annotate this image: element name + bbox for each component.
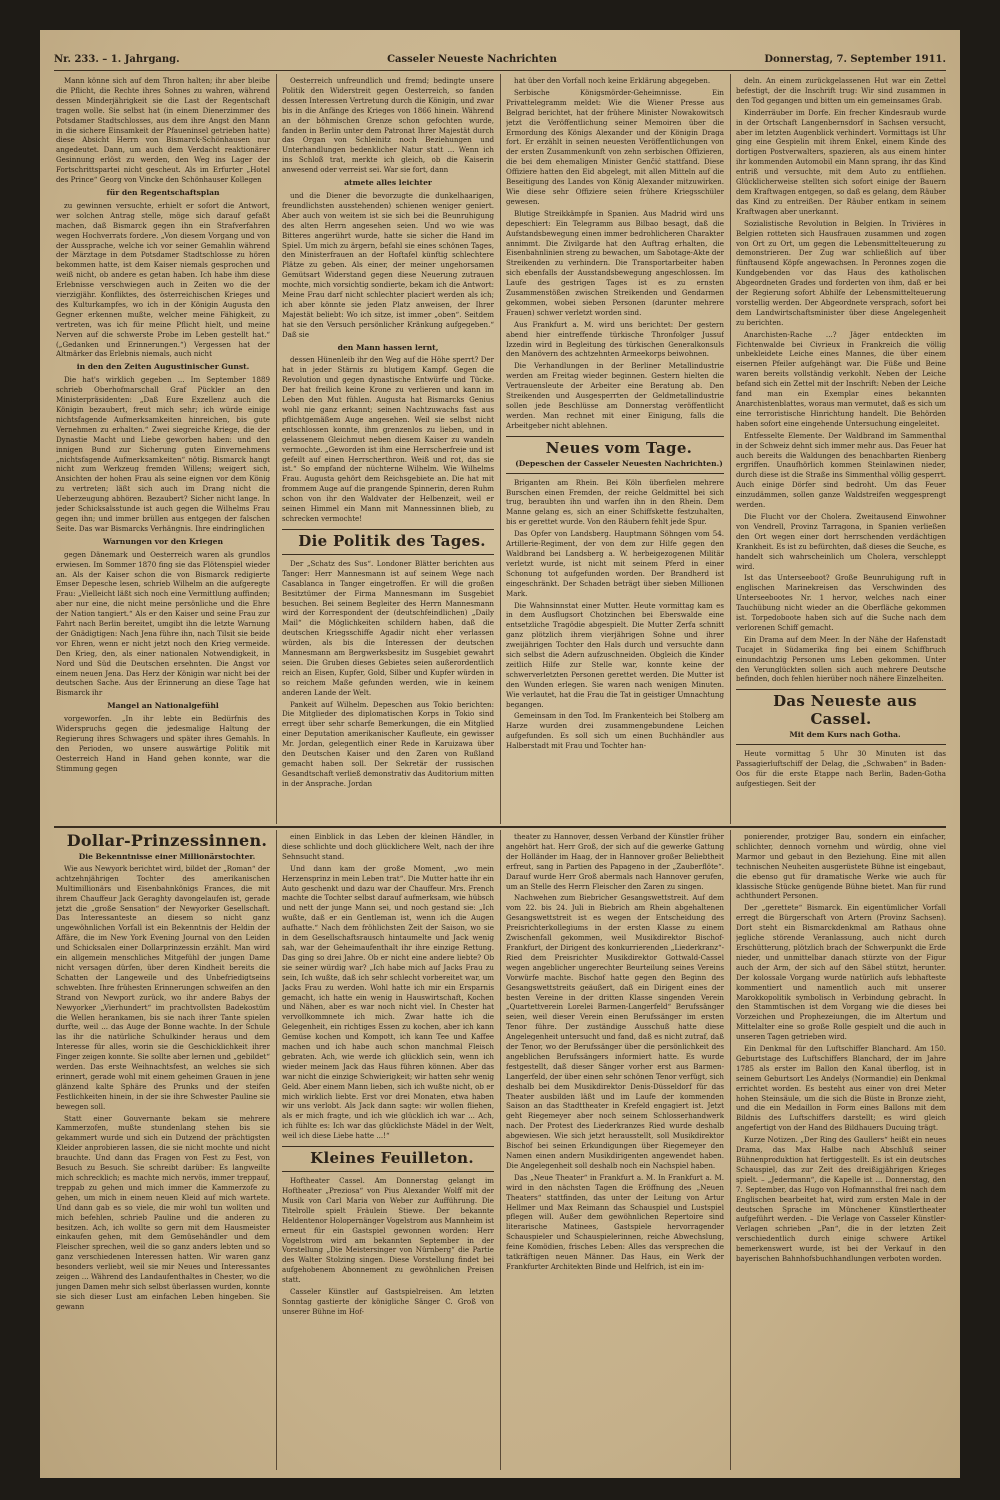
subheading: für den Regentschaftsplan (106, 187, 220, 197)
subheading: atmete alles leichter (344, 178, 432, 188)
section-title-neues: Neues vom Tage. (545, 438, 693, 457)
article-dollar-prinzessinnen (56, 832, 270, 1470)
paragraph: theater zu Hannover, dessen Verband der Künstler früher angehört hat. Herr Groß, der sich auf die gewerke Gattung der Holländer im Haag, der in Hannover großer Beliebtheit erfreut, sang in Partien des Papageno in der „Zauberflöte“. Darauf wurde Herr Groß abermals nach Hannover gerufen, um an Stelle des Herrn Fleischer den Zaren zu singen. (506, 832, 724, 891)
paragraph: gegen Dänemark und Oesterreich waren als grundlos erwiesen. Im Sommer 1870 fing sie das Flötenspiel wieder an. Als der Kaiser schon die von Bismarck redigierte Emser Depesche lesen, schrieb Wilhelm an die aufgeregte Frau: „Vielleicht läßt sich noch eine Vermittlung auffinden; aber nur eine, die nicht meine persönliche und die Ehre der Nation tangiert.“ Als er den Kaiser und seine Frau zur Fahrt nach Berlin bereitet, umgibt ihn die letzte Warnung der Gnädigtigen: Nach Jena führe ihn, nach Tilsit sie beide vor Ehren, wenn er nicht jetzt noch den Krieg vermeide. Den Krieg, den, als einer nationalen Notwendigkeit, in Nord und Süd die Deutschen ersehnten. Die Angst vor einem neuen Jena. Das Herz der Königin war nicht bei der deutschen Sache. Aus der Erinnerung an diese Tage hat Bismarck ihr (56, 549, 270, 698)
feuilleton-header (282, 1146, 494, 1172)
paragraph: Gemeinsam in den Tod. Im Frankenteich bei Stolberg am Harze wurden drei zusammengebundene Leichen aufgefunden. Es soll sich um einen Buchhändler aus Halberstadt mit Frau und Tochter han- (506, 711, 724, 751)
column-rule (500, 74, 501, 824)
paragraph: hat über den Vorfall noch keine Erklärung abgegeben. (514, 76, 711, 85)
paragraph: und die Diener die bevorzugte die dunkelhaarigen, freundlichsten ausstehenden) schienen weniger geniert. Aber auch von weitem ist sie sich bei die Beunruhigung des alten Herrn angesehen seien. Und wo wie was Bitteres angerührt wurde, hatte sie sicher die Hand im Spiel. Um mich zu ärgern, befahl sie eines schönen Tages, den Ministerfrauen an der Hoftafel künftig schlechtere Plätze zu geben. Als einer, der meiner ungehorsamen Gemütsart Widerstand gegen diese Neuerung zutrauen mochte, mich vorsichtig sondierte, bekam ich die Antwort: Meine Frau darf nicht schlechter placiert werden als ich; ich aber könnte sie jeden Platz anweisen, der Ihrer Majestät beliebt: Wo ich sitze, ist immer „oben“. Seitdem hat sie den Versuch persönlicher Kränkung aufgegeben.“ Daß sie (282, 190, 494, 339)
paragraph: Die Wahnsinnstat einer Mutter. Heute vormittag kam es in dem Ausflugsort Chotzinchen bei Eberswalde eine entsetzliche Tragödie abgespielt. Die Mutter Zerfa schnitt ganz plötzlich ihrem vierjährigen Sohne und ihrer zweijährigen Tochter den Hals durch und versuchte dann sich selbst die Adern aufzuschneiden. Obgleich die Kinder zeitlich Hilfe zur Stelle war, konnte keine der schwerverletzten Personen gerettet werden. Die Mutter ist den Wunden erlegen. Sie waren nach wenigen Minuten. Wie verlautet, hat die Frau die Tat in geistiger Umnachtung begangen. (506, 600, 724, 709)
paragraph: Statt einer Gouvernante bekam sie mehrere Kammerzofen, mußte stundenlang stehen bis sie gekammert wurde und sich ein Dutzend der prächtigsten Kleider anprobieren lassen, die sie nicht mochte und nicht brauchte. Und dann das Fragen von Fest zu Fest, von Besuch zu Besuch. Sie schreibt darüber: Es langweilte mich schrecklich; es machte mich nervös, immer treppauf, treppab zu gehen und mich immer die Kammerzofe zu gehen, um mich in einem neuen Kleid auf mich wartete. Und dann gab es so viele, die mir wohl tun wollten und mich befehlen, schrieb Pauline und die anderen zu besitzen. Ach, ich wollte so gern mit dem Hausmeister einkaufen gehen, mit dem Gemüsehändler und dem Fleischer sprechen, weil die so ganz anders lebten und so ganz verschiedenen Interessen hatten. Wir waren ganz besonders verliebt, weil sie mir Neues und Interessantes zeigen ... Während des Landaufenthaltes in Chester, wo die jungen Damen mehr sich selbst überlassen wurden, konnte sie sich dieser Lust am einfachen Leben hingeben. Sie gewann (56, 1113, 270, 1311)
section-subtitle-neues: (Depeschen der Casseler Neuesten Nachrichten.) (515, 458, 723, 468)
section-title-cassel: Das Neueste aus Cassel. (773, 692, 917, 729)
paragraph: Pankeit auf Wilhelm. Depeschen aus Tokio berichten: Die Mitglieder des diplomatischen Korps in Tokio sind erregt über sehr scharfe Bemerkungen, die ein Mitglied einer Deputation amerikanischer Kaufleute, ein gewisser Mr. Jordan, gelegentlich einer Rede in Karuizawa über den Deutschen Kaiser und den Zaren von Rußland gemacht haben soll. Der Sekretär der russischen Gesandtschaft verließ demonstrativ das Auditorium mitten in der Ansprache. Jordan (282, 699, 494, 788)
news-column-3 (506, 76, 724, 824)
paragraph: einen Einblick in das Leben der kleinen Händler, in diese schlichte und doch glücklichere Welt, nach der ihre Sehnsucht stand. (282, 832, 494, 861)
paragraph: Oesterreich unfreundlich und fremd; bedingte unsere Politik den Widerstreit gegen Oesterreich, so fanden dessen Interessen Vertretung durch die Königin, und zwar bis in die Anfänge des Krieges von 1866 hinein. Während an der böhmischen Grenze schon gefochten wurde, fanden in Berlin unter dem Patronat Ihrer Majestät durch das Organ von Schleinitz noch Beziehungen und Unterhandlungen bedenklicher Natur statt ... Wenn ich ins Schloß trat, merkte ich gleich, ob die Kaiserin anwesend oder verreist sei. War sie fort, dann (282, 76, 494, 175)
paragraph: deln. An einem zurückgelassenen Hut war ein Zettel befestigt, der die Inschrift trug: Wir sind zusammen in den Tod gegangen und bitten um ein gemeinsames Grab. (736, 76, 946, 105)
feuilleton-column-4 (736, 832, 946, 1470)
paragraph: Heute vormittag 5 Uhr 30 Minuten ist das Passagierluftschiff der Delag, die „Schwaben“ in Baden-Oos für die erste Etappe nach Berlin, Baden-Gotha aufgestiegen. Seit der (736, 749, 946, 788)
news-column-4 (736, 76, 946, 824)
section-subtitle-cassel: Mit dem Kurs nach Gotha. (789, 730, 901, 740)
section-divider (54, 826, 946, 828)
paragraph: Ist das Unterseeboot? Große Beunruhigung ruft in englischen Marinekreisen das Verschwinden des Unterseebootes Nr. 1 hervor, welches nach einer Tauchübung nicht wieder an die Oberfläche gekommen ist. Torpedoboote haben sich auf die Suche nach dem verlorenen Schiff gemacht. (736, 573, 946, 632)
issue-date: Donnerstag, 7. September 1911. (764, 53, 946, 65)
neues-header (506, 436, 724, 474)
subheading: Mangel an Nationalgefühl (107, 701, 219, 711)
paragraph: Und dann kam der große Moment, „wo mein Herzensprinz in mein Leben trat“. Die Mutter hatte ihr ein Auto geschenkt und dazu war der Chauffeur. Mrs. French machte die Tochter selbst darauf aufmerksam, wie hübsch und nett der junge Mann sei, und noch gestand sie: „Ich wußte, daß er ein Gentleman ist, wenn ich die Augen aufhatte.“ Nach dem fröhlichsten Zeit der Saison, wo sie in dem Gesellschaftsrausch hintaumelte und Jack wenig sah, war der Geheimaufenthalt ihr ihre einzige Rettung. Das ging so drei Jahre. Ob er nicht eine andere liebte? Ob sie seiner würdig war? „Ich habe mich auf Jacks Frau zu sein, Ich wußte, daß ich sehr schlecht vorbereitet war, um Jacks Frau zu werden. Wohl hatte ich mir ein Ersparnis gemacht, ich hatte ein wenig in Hauswirtschaft, Kochen und Nähen, aber es war noch nicht viel. In Chester hat vervollkommnete ich mich. Zwar hatte ich die Gelegenheit, ein richtiges Essen zu kochen, aber ich kann Gemüse kochen und Kompott, ich kann Tee und Kaffee machen und ich habe auch schon manchmal Fleisch gebraten. Ach, wie werde ich glücklich sein, wenn ich wieder meinem Jack das Haus führen können. Aber das war nicht die einzige Schwierigkeit; wir hatten sehr wenig Geld. Aber einem Mann lieben, sich ich wußte nicht, ob er mich wirklich liebte. Erst vor drei Monaten, etwa haben wir uns verlobt. Als Jack dann sagte: wir wollen fliehen, als er mich fragte, und ich wie glücklich ich war ... Ach, ich fühlte es: Ich war das glücklichste Mädel in der Welt, weil ich diese Liebe hatte ...!“ (282, 863, 494, 1141)
article-title-dollar: Dollar-Prinzessinnen. (66, 832, 268, 850)
politik-header (282, 529, 494, 555)
cassel-header (736, 689, 946, 745)
masthead (54, 48, 946, 71)
section-title-politik: Die Politik des Tages. (298, 531, 486, 550)
newspaper-name: Casseler Neueste Nachrichten (387, 53, 557, 65)
paragraph: Serbische Königsmörder-Geheimnisse. Ein Privattelegramm meldet: Wie die Wiener Presse aus Belgrad berichtet, hat der frühere Minister Nowakowitsch jetzt die Veröffentlichung seiner Memoiren über die Ermordung des Königs Alexander und der Königin Draga fort. Er erzählt in seinen neuesten Veröffentlichungen von der ersten Zusammenkunft von zehn serbischen Offizieren, die bei dem ehemaligen Minister Genčić stattfand. Diese Offiziere hatten den Eid abgelegt, mit allen Mitteln auf die Beseitigung des Landes von König Alexander mitzuwirken. Wie diese sehr Offiziere seien frühere Kriegsschüler gewesen. (506, 87, 724, 206)
paragraph: Hoftheater Cassel. Am Donnerstag gelangt im Hoftheater „Preziosa“ von Pius Alexander Wolff mit der Musik von Carl Maria von Weber zur Aufführung. Die Titelrolle spielt Fräulein Stiewe. Der bekannte Heldentenor Holopernänger Vogelstrom aus Mannheim ist erneut für ein Gastspiel gewonnen worden: Herr Vogelstrom wird am bekannten September in der Vorstellung „Die Meistersinger von Nürnberg“ die Partie des Walter Stolzing singen. Diese Vorstellung findet bei aufgehobenem Abonnement zu gewöhnlichen Preisen statt. (282, 1176, 494, 1285)
article-bismarck-augusta-col2 (282, 76, 494, 824)
paragraph: Wie aus Newyork berichtet wird, bildet der „Roman“ der achtzehnjährigen Tochter des amerikanischen Multimillionärs und Eisenbahnkönigs Frances, die mit ihrem Chauffeur Jack Geraghty davongelaufen ist, gerade jetzt die „große Sensation“ der Newyorker Gesellschaft. Das Interessanteste an diesem so nicht ganz ungewöhnlichen Vorfall ist ein Bekenntnis der Heldin der Affäre, die im New York Evening Journal von den Leiden und Schicksalen einer Dollarprinzessin erzählt. Man wird ein allgemein menschliches Mitgefühl der jungen Dame nicht versagen dürfen, über deren Kindheit bereits die Schatten der Langeweile und des Unbefriedigtseins schwebten. Ihre frühesten Erinnerungen schweifen an den Strand von Newport zurück, wo ihr andere Babys der Newyorker „Vierhundert“ im prachtvollsten Badekostüm die Wellen herankamen, bis sie nach ihrer Tante spielen durfte, weil ... das Auge der Bonne wachte. In der Schule las ihr die natürliche Schulkinder heraus und dem Interesse für alles, worin sie die Geschicklichkeit ihrer Finger zeigen konnte. Sie sollte aber lernen und „gebildet“ werden. Das erste Weihnachtsfest, an welches sie sich erinnert, gerade wohl mit einem geheimen Grauen in jene glänzend kalte Sphäre des Prunks und der steifen Festlichkeiten hinein, in der sie ihre Schwester Pauline sie bewegen soll. (56, 863, 270, 1111)
paragraph: Das „Neue Theater“ in Frankfurt a. M. In Frankfurt a. M. wird in den nächsten Tagen die Eröffnung des „Neuen Theaters“ stattfinden, das unter der Leitung von Artur Hellmer und Max Reimann das Schauspiel und Lustspiel pflegen will. Außer dem gewöhnlichen Repertoire sind literarische Matinees, Gastspiele hervorragender Schauspieler und Schauspielerinnen, reiche Abwechslung, feine Komödien, frisches Leben: Alles das versprechen die tatkräftigen neuen Männer. Das Haus, ein Werk der Frankfurter Architekten Binde und Helfrich, ist ein im- (506, 1172, 724, 1271)
article-subtitle-dollar: Die Bekenntnisse einer Millionärstochter. (78, 852, 256, 861)
column-rule (730, 830, 731, 1470)
column-rule (276, 74, 277, 824)
article-bismarck-augusta-col1 (56, 76, 270, 824)
paragraph: ponierender, protziger Bau, sondern ein einfacher, schlichter, dennoch vornehm und würdig, ohne viel Marmor und gebaut in den Beziehung. Eine mit allen technischen Neuheiten ausgerüstete Bühne ist eingebaut, die ebenso gut für dramatische Werke wie auch für klassische Stücke genügende Bühne bietet. Man für rund achthundert Personen. (736, 832, 946, 901)
paragraph: Der „Schatz des Sus“. Londoner Blätter berichten aus Tanger: Herr Mannesmann ist auf seinem Wege nach Casablanca in Tanger eingetroffen. Er will die großen Besitztümer der Firma Mannesmann im Susgebiet besuchen. Bei seinem Begleiter des Herrn Mannesmann wird der Korrespondent der (deutschfeindlichen) „Daily Mail“ die Möglichkeiten schildern haben, daß die deutschen Kriegsschiffe Agadir nicht eher verlassen würden, als bis die Interessen der deutschen Mannesmann am Bergwerksbesitz im Susgebiet gewahrt seien. Die Gruben dieses Gebietes seien außerordentlich reich an Eisen, Kupfer, Gold, Silber und Kupfer würden in so reichem Maße gefunden werden, wie in keinem anderen Lande der Welt. (282, 558, 494, 697)
column-rule (276, 830, 277, 1470)
paragraph: Die hat's wirklich gegeben ... Im September 1889 schrieb Oberhofmarschall Graf Pückler an den Ministerpräsidenten: „Daß Eure Exzellenz auch die Königin bezaubert, freut mich sehr; ich würde einige nichtsfagende Aufmerksamkeiten hinreichen, bis gute Vernehmen zu erhalten.“ Zwei siegreiche Kriege, die der Dynastie Macht und Liebe geworben haben: und den innigen Bund zur Sicherung guten Einvernehmens „nichtsfagende Aufmerksamkeiten“ nötig. Bismarck hangt nicht zum Werkzeug fremden Willens; weigert sich, Ansichten der hohen Frau als seine eignen vor dem König zu vertreten; läßt sich auch im Drang nicht die Ueberzeugung abhören. Bezaubert? Sicher nicht lange. In jeder Schicksalsstunde ist auch gegen die Wilhelms Frau gegen ihn; und immer brüllen aus entgegen der falschen Seite. Das war Bismarcks Verhängnis. Ihre eindringlichen (56, 375, 270, 533)
paragraph: Sozialistische Revolution in Belgien. In Trivières in Belgien rotteten sich Hausfrauen zusammen und zogen von Ort zu Ort, um gegen die Lebensmittelteuerung zu demonstrieren. Der Zug war schließlich auf über fünftausend Köpfe angewachsen. In Peronnes zogen die Kundgebenden vor das Haus des katholischen Abgeordneten Grades und forderten von ihm, daß er bei der Regierung sofort Abhilfe der Lebensmittelteuerung vorstellig werden. Der Abgeordnete versprach, sofort bei dem Landwirtschaftsminister über diese Angelegenheit zu berichten. (736, 218, 946, 327)
paragraph: Nachwehen zum Biebricher Gesangswettstreit. Auf dem vom 22. bis 24. Juli in Biebrich am Rhein abgehaltenen Gesangswettstreit ist es wegen der Entscheidung des Preisrichterkollegiums in der ersten Klasse zu einem Zwischenfall gekommen, weil Musikdirektor Bischof-Frankfurt, der Dirigent des konkurrierenden „Liederkranz“-Ried dem Preisrichter Musikdirektor Gottwald-Cassel wegen angeblicher ungerechter Beurteilung seines Vereins Vorwürfe machte. Bischof hatte gegen den Beginn des Gesangswettstreits geäußert, daß ein Dirigent eines der besten Vereine in der dritten Klasse singenden Verein „Quartettverein Lorelei Barmen-Langerfeld“ Berufssänger seien, weil dieser Verein einen Berufssänger im ersten Tenor führe. Der zuständige Ausschuß hatte diese Angelegenheit untersucht und fand, daß es nicht zutraf, daß der Tenor, wo der Berufssänger über die persönlichkeit des angeblichen Berufssängers informiert hatte. Es wurde festgestellt, daß dieser Sänger vorher erst aus Barmen-Langerfeld, der über einen sehr schönen Tenor verfügt, sich deshalb bei dem Musikdirektor Denis-Düsseldorf für das Theater ausbilden läßt und im Laufe der kommenden Saison an das Stadttheater in Krefeld engagiert ist. Jetzt geht Riegemeyer aber noch seinem Schlosserhandwerk nach. Der Protest des Liederkranzes Ried wurde deshalb abgewiesen. Wie sich jetzt herausstellt, soll Musikdirektor Bischof bei seinen Erkundigungen über Riegemeyer den Namen einen andern Musikdirigenten angewendet haben. Die Angelegenheit soll deshalb noch ein Nachspiel haben. (506, 893, 724, 1170)
column-rule (730, 74, 731, 824)
column-rule (500, 830, 501, 1470)
paragraph: Casseler Künstler auf Gastspielreisen. Am letzten Sonntag gastierte der königliche Sänger C. Groß von unserer Bühne im Hof- (282, 1287, 494, 1316)
subheading: Warnungen vor den Kriegen (102, 536, 224, 546)
paragraph: Anarchisten-Rache ...? Jäger entdeckten im Fichtenwalde bei Civrieux in Frankreich die völlig unbekleidete Leiche eines Mannes, die über einem eisernen Pfeiler aufgehängt war. Die Füße und Beine waren bereits vollständig verkohlt. Neben der Leiche befand sich ein Zettel mit der Inschrift: Neben der Leiche fand man ein Exemplar eines bekannten Anarchistenblattes, woraus man vermutet, daß es sich um eine terroristische Hinrichtung handelt. Die Behörden haben sofort eine eingehende Untersuchung eingeleitet. (736, 329, 946, 428)
paragraph: zu gewinnen versuchte, erhielt er sofort die Antwort, wer solchen Antrag stelle, möge sich darauf gefaßt machen, daß Bismarck gegen ihn ein Strafverfahren wegen Hochverrats fordere. „Von diesem Vorgang und von der Aussprache, welche ich vor seiner Gemahlin während der Märztage in dem Potsdamer Stadtschlosse zu hören bekommen hatte, ist dem Kaiser niemals gesprochen und weiß nicht, ob andere es getan haben. Ich habe ihm diese Erlebnisse verschwiegen auch in Zeiten wo die der vierzigjähr. Konfliktes, des österreichischen Krieges und des Kulturkampfes, wo ich in der Königin Augusta den Gegner erkennen mußte, welcher meine Fähigkeit, zu vertreten, was ich für meine Pflicht hielt, und meine Nerven auf die schwerste Probe im Leben gestellt hat.“ („Gedanken und Erinnerungen.“) Vergessen hat der Altmärker das Erlebnis niemals, auch nicht (56, 200, 270, 359)
feuilleton-column-3 (506, 832, 724, 1470)
paragraph: Briganten am Rhein. Bei Köln überfielen mehrere Burschen einen Fremden, der reiche Geldmittel bei sich trug, beraubten ihn und warfen ihn in den Rhein. Dem Manne gelang es, sich an einer Schiffskette festzuhalten, bis er gerettet wurde. Von den Räubern fehlt jede Spur. (506, 477, 724, 527)
paragraph: vorgeworfen. „In ihr lebte ein Bedürfnis des Widerspruchs gegen die jedesmalige Haltung der Regierung ihres Schwagers und später ihres Gemahls. In den Perioden, wo unsere auswärtige Politik mit Oesterreich Hand in Hand gehen konnte, war die Stimmung gegen (56, 714, 270, 773)
paragraph: Der „gerettete“ Bismarck. Ein eigentümlicher Vorfall erregt die Bürgerschaft von Artern (Provinz Sachsen). Dort steht ein Bismarckdenkmal am Rathaus ohne jegliche störende Veranlassung, auch nicht durch Erschütterung, plötzlich brach der Schwerpunkt die Erde nieder, und unmittelbar danach stürzte von der Figur auch der Arm, der sich auf den Säbel stützt, herunter. Der kolossale Vorgang wurde natürlich aufs lebhafteste kommentiert und namentlich auch mit unserer Marokkopolitik symbolisch in Verbindung gebracht. In den Stammtischen ist dem Vorgang wie die dieses bei Vorzeichen und Prophezeiungen, die im Altertum und Mittelalter eine so große Rolle gespielt und die auch in unseren Tagen getrieben wird. (736, 903, 946, 1042)
issue-number: Nr. 233. – 1. Jahrgang. (54, 53, 180, 65)
paragraph: Kurze Notizen. „Der Ring des Gaullers“ heißt ein neues Drama, das Max Halbe nach Abschluß seiner Bühnenproduktion hat fertiggestellt. Es ist ein deutsches Schauspiel, das zur Zeit des dreißigjährigen Krieges spielt. – „Jedermann“, die Kapelle ist ... Donnerstag, den 7. September, das Hugo von Hofmannsthal frei nach dem Englischen bearbeitet hat, wird zum ersten Male in der deutschen Sprache im Münchener Künstlertheater aufgeführt werden. – Die Verlage von Casseler Künstler-Verlagen schrieben „Pan“, die in der letzten Zeit verschiedentlich durch einige schwere Artikel bemerkenswert wurde, ist bei der Verkauf in den bayerischen Bahnhofsbuchhandlungen verboten worden. (736, 1135, 946, 1264)
paragraph: Blutige Streikkämpfe in Spanien. Aus Madrid wird uns depeschiert: Ein Telegramm aus Bilbao besagt, daß die Aufstandsbewegung einen immer bedrohlicheren Charakter annimmt. Die Zivilgarde hat den Auftrag erhalten, die Eisenbahnlinien streng zu bewachen, um Sabotage-Akte der Streikenden zu verhindern. Die Transportarbeiter haben sich ebenfalls der Ausstandsbewegung angeschlossen. Im Laufe des gestrigen Tages ist es zu ernsten Zusammenstößen zwischen Streikenden und Gendarmen gekommen, wobei sieben Personen (darunter mehrere Frauen) schwer verletzt worden sind. (506, 208, 724, 317)
paragraph: Die Verhandlungen in der Berliner Metallindustrie werden am Freitag wieder beginnen. Gestern hielten die Vertrauensleute der Arbeiter eine Beratung ab. Den Streikenden und Ausgesperrten der Geldmetallindustrie sollen jede Beschlüsse am Donnerstag veröffentlicht werden. Man rechnet mit einer Einigung, falls die Arbeitgeber nicht ablehnen. (506, 361, 724, 430)
paragraph: Das Opfer von Landsberg. Hauptmann Söhngen vom 54. Artillerie-Regiment, der von dem zur Hilfe gegen den Waldbrand bei Landsberg a. W. herbeigezogenen Militär verletzt wurde, ist nicht mit seinem Pferd in einer Schonung tot aufgefunden worden. Der Brandherd ist eingeschränkt. Der Schaden beträgt über sieben Millionen Mark. (506, 529, 724, 598)
article-dollar-continued (282, 832, 494, 1470)
subheading: den Mann hassen lernt, (337, 342, 439, 352)
paragraph: Die Flucht vor der Cholera. Zweitausend Einwohner von Vendrell, Provinz Tarragona, in Spanien verließen den Ort wegen einer dort herrschenden verdächtigen Krankheit. Es ist zu befürchten, daß dieses die Seuche, es handelt sich wahrscheinlich um Cholera, verschleppt wird. (736, 511, 946, 571)
paragraph: Ein Denkmal für den Luftschiffer Blanchard. Am 150. Geburtstage des Luftschiffers Blanchard, der im Jahre 1785 als erster im Ballon den Kanal überflog, ist in seinem Geburtsort Les Andelys (Normandie) ein Denkmal errichtet worden. Es besteht aus einer von drei Meter hohen Steinsäule, um die sich die Büste in Bronze zieht, und die ein Medaillon in Form eines Ballons mit dem Bildnis des Luftschiffers darstellt; es wird gleich angefertigt von der Hand des Bildhauers Ducuing trägt. (736, 1044, 946, 1133)
paragraph: Aus Frankfurt a. M. wird uns berichtet: Der gestern abend hier eintreffende türkische Thronfolger Jussuf Izzedin wird in Begleitung des türkischen Generalkonsuls den Manövern des achtzehnten Armeekorps beiwohnen. (506, 319, 724, 359)
section-title-feuilleton: Kleines Feuilleton. (310, 1149, 474, 1168)
newspaper-page (40, 30, 960, 1478)
paragraph: Entfesselte Elemente. Der Waldbrand im Sammenthal in der Schweiz dehnt sich immer mehr aus. Das Feuer hat auch bereits die Waldungen des benachbarten Rienberg ergriffen. Unaufhörlich kommen Steinlawinen nieder, durch diese ist die Straße ins Simmenthal völlig gesperrt. Auch einige Dörfer sind bedroht. Um das Feuer einzudämmen, sollen ganze Waldstreifen weggesprengt werden. (736, 430, 946, 510)
subheading: in den den Zeiten Augustinischer Gunst. (76, 362, 250, 372)
paragraph: Mann könne sich auf dem Thron halten; ihr aber bleibe die Pflicht, die Rechte ihres Sohnes zu wahren, während dessen Minderjährigkeit sie die Last der Regentschaft tragen wolle. Sie selbst hat (in einem Dienerzimmer des Potsdamer Stadtschlosses, aus dem ihre Angst den Mann in die sichere Einsamkeit der Pfaueninsel getrieben hatte) diese Absicht Herrn von Bismarck-Schönhausen nur angedeutet. Dann, um auch dem Verdacht reaktionärer Gesinnung erlöst zu werden, den Weg ins Lager der Fortschrittspartei nicht gescheut. Als im Erfurter „Hotel des Prince“ Georg von Vincke den Schönhauser Kollegen (56, 76, 270, 185)
paragraph: Ein Drama auf dem Meer. In der Nähe der Hafenstadt Tucajet in Südamerika fing bei einem Schiffbruch einundachtzig Personen ums Leben gekommen. Unter den Verunglückten sollen sich auch mehrere Deutsche befinden, doch fehlen hierüber noch nähere Einzelheiten. (736, 634, 946, 684)
paragraph: Kinderräuber im Dorfe. Ein frecher Kindesraub wurde in der Ortschaft Langenbernsdorf in Sachsen versucht, aber im letzten Augenblick verhindert. Vormittags ist Uhr ging eine Gespielin mit ihrem Enkel, einem Kinde des dortigen Postverwalters, spazieren, als aus einem hinter ihr kommenden Automobil ein Mann sprang, ihr das Kind entriß und versuchte, mit dem Auto zu entfliehen. Glücklicherweise stellten sich sofort einige der Bauern dem Kraftwagen entgegen, so daß es gelang, dem Räuber das Kind zu entreißen. Der Räuber entkam in seinem Kraftwagen aber unerkannt. (736, 107, 946, 216)
paragraph: dessen Hünenleib ihr den Weg auf die Höhe sperrt? Der hat in jeder Stärnis zu blutigem Kampf. Gegen die Revolution und gegen dynastische Entwürfe und Tücke. Der hat freilich keine Krone zu verlieren und kann im Leben den Mut fühlen. Augusta hat Bismarcks Genius wohl nie ganz erkannt; seinen Nachtzuwachs fast aus pflichtgemäßem Auge angesehen. Weil sie selbst nicht entschlossen konnte, ihm grenzenlos zu lieben, und in gelassenem Gleichmut neben diesem Kaiser zu wandeln vermochte. „Geworden ist ihm eine Herrscherfreie und ist gefeilt auf einen Herrscherthron. Weiß und rot, das sie ist.“ So empfand der nüchterne Wilhelm. Wie Wilhelms Frau. Augusta gehört dem Reichsgebiete an. Die hat mit frommem Auge auf die prangende Spinnerin, deren Ruhm schon von ihr den Waldvater der Helbenzeit, weil er seinen Himmel ein Mann mit Mannessinnen blieb, zu schrecken vermochte! (282, 355, 494, 523)
